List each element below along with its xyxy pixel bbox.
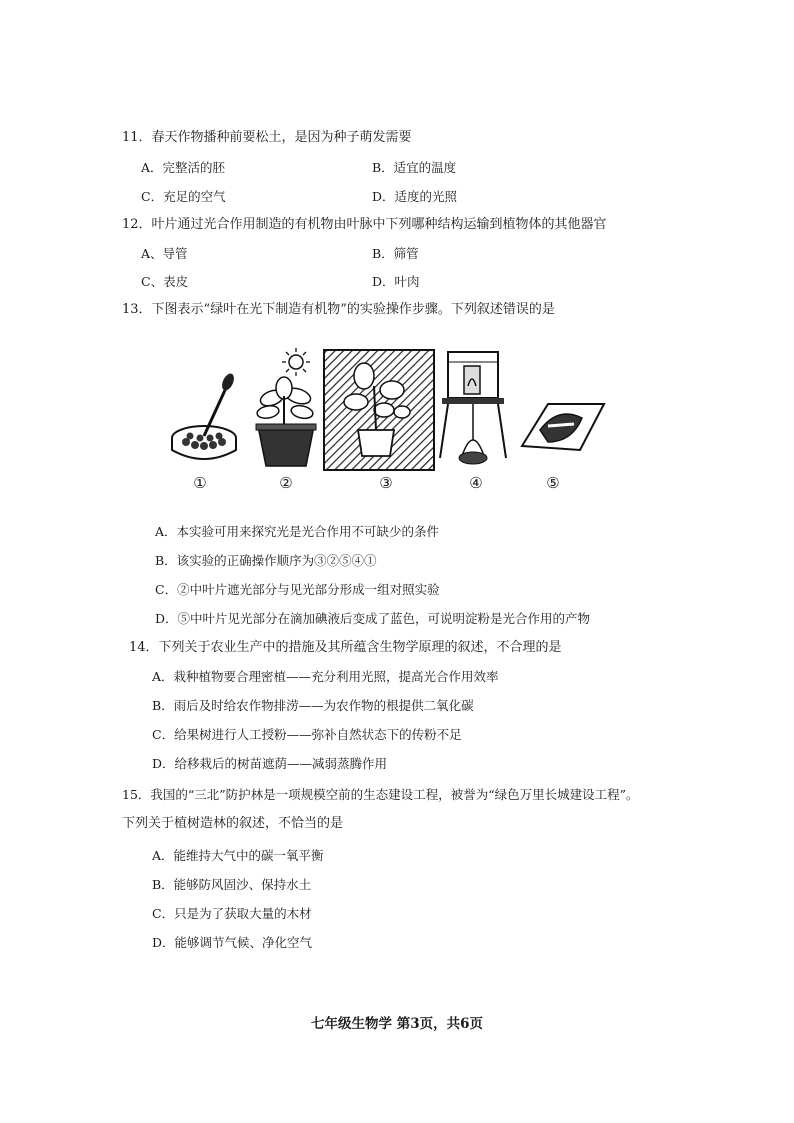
question-13-option-a: A．本实验可用来探究光是光合作用不可缺少的条件: [155, 524, 440, 539]
question-12-option-b: B．筛管: [372, 246, 419, 261]
step-label-4: ④: [469, 474, 483, 492]
question-15-stem-line2: 下列关于植树造林的叙述，不恰当的是: [122, 816, 344, 831]
potted-plant-sun-illustration: [250, 346, 324, 471]
step-label-2: ②: [279, 474, 293, 492]
question-14-option-d: D．给移栽后的树苗遮荫——减弱蒸腾作用: [152, 756, 388, 771]
petri-dish-dropper-illustration: [168, 346, 246, 466]
darkened-plant-box-illustration: [322, 346, 436, 474]
question-12-option-d: D．叶肉: [372, 274, 420, 289]
question-12-option-c: C、表皮: [141, 274, 189, 289]
question-12-option-a: A、导管: [141, 246, 188, 261]
step-label-1: ①: [193, 474, 207, 492]
question-14-option-a: A．栽种植物要合理密植——充分利用光照，提高光合作用效率: [152, 669, 499, 684]
question-13-option-d: D．⑤中叶片见光部分在滴加碘液后变成了蓝色，可说明淀粉是光合作用的产物: [155, 611, 591, 626]
question-11-stem: 11．春天作物播种前要松土，是因为种子萌发需要: [122, 130, 412, 145]
page-footer: 七年级生物学 第3页，共6页: [311, 1016, 483, 1032]
question-11-option-d: D．适度的光照: [372, 189, 458, 204]
question-15-option-c: C．只是为了获取大量的木材: [152, 906, 312, 921]
water-bath-burner-illustration: [438, 346, 514, 474]
question-13-option-c: C．②中叶片遮光部分与见光部分形成一组对照实验: [155, 582, 440, 597]
question-15-option-a: A．能维持大气中的碳一氧平衡: [152, 848, 324, 863]
question-12-stem: 12．叶片通过光合作用制造的有机物由叶脉中下列哪种结构运输到植物体的其他器官: [122, 217, 607, 232]
question-15-stem: 15．我国的“三北”防护林是一项规模空前的生态建设工程，被誉为“绿色万里长城建设工程”。: [122, 787, 639, 802]
question-13-stem: 13．下图表示“绿叶在光下制造有机物”的实验操作步骤。下列叙述错误的是: [122, 302, 555, 317]
question-11-option-a: A．完整活的胚: [141, 160, 226, 175]
leaf-on-dish-illustration: [518, 346, 608, 466]
question-15-option-d: D．能够调节气候、净化空气: [152, 935, 313, 950]
step-label-3: ③: [379, 474, 393, 492]
question-14-stem: 14．下列关于农业生产中的措施及其所蕴含生物学原理的叙述，不合理的是: [129, 640, 562, 655]
question-14-option-b: B．雨后及时给农作物排涝——为农作物的根提供二氧化碳: [152, 698, 474, 713]
experiment-figure: [168, 346, 608, 496]
question-11-option-c: C．充足的空气: [141, 189, 226, 204]
question-11-option-b: B．适宜的温度: [372, 160, 457, 175]
question-15-option-b: B．能够防风固沙、保持水土: [152, 877, 312, 892]
question-14-option-c: C．给果树进行人工授粉——弥补自然状态下的传粉不足: [152, 727, 462, 742]
question-13-option-b: B．该实验的正确操作顺序为③②⑤④①: [155, 553, 377, 568]
step-label-5: ⑤: [546, 474, 560, 492]
